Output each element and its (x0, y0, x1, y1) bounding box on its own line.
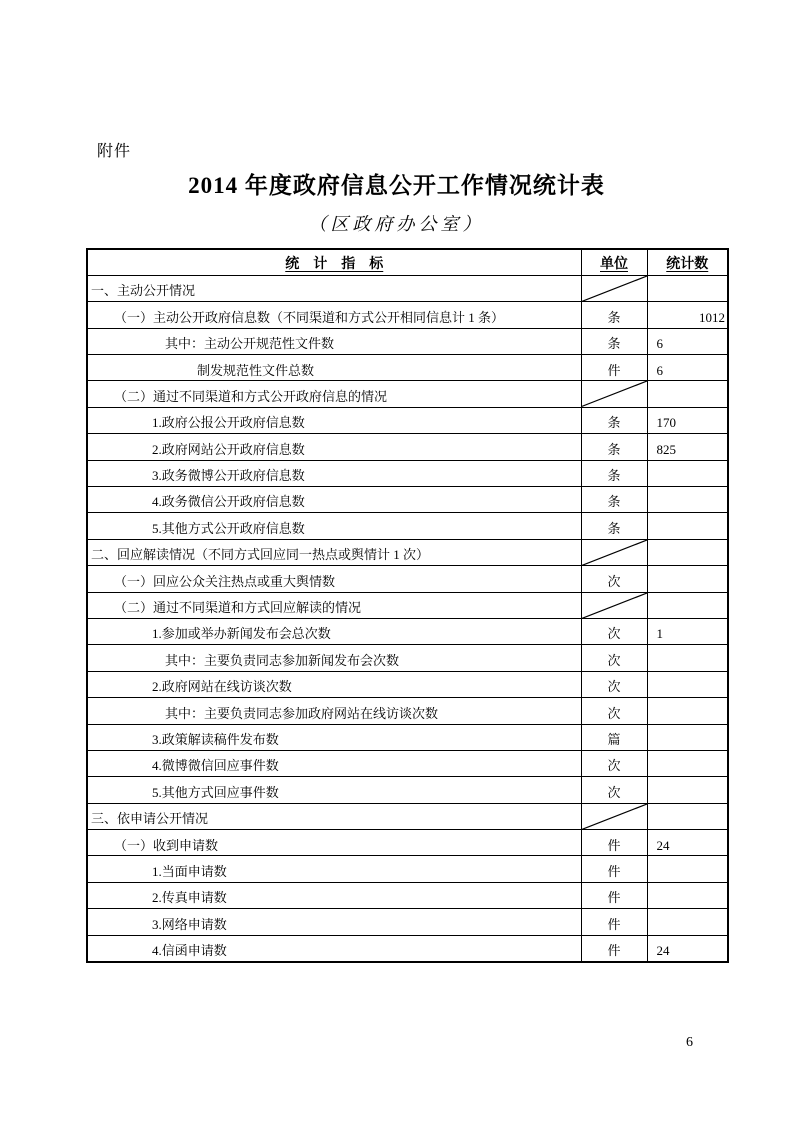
indicator-cell: 3.网络申请数 (87, 909, 581, 935)
indicator-cell: 4.政务微信公开政府信息数 (87, 487, 581, 513)
indicator-cell: 5.其他方式回应事件数 (87, 777, 581, 803)
count-cell (647, 777, 728, 803)
unit-cell: 条 (581, 302, 647, 328)
count-column-header: 统计数 (647, 249, 728, 275)
table-row (87, 935, 728, 961)
count-cell: 825 (647, 434, 728, 460)
unit-cell: 件 (581, 856, 647, 882)
table-row (87, 275, 728, 301)
indicator-cell: 2.政府网站在线访谈次数 (87, 671, 581, 697)
count-cell (647, 513, 728, 539)
unit-cell: 件 (581, 935, 647, 961)
indicator-cell: 制发规范性文件总数 (87, 355, 581, 381)
page-number: 6 (686, 1035, 693, 1050)
count-cell (647, 592, 728, 618)
unit-cell: 件 (581, 882, 647, 908)
indicator-cell: （二）通过不同渠道和方式回应解读的情况 (87, 592, 581, 618)
table-row (87, 487, 728, 513)
indicator-cell: （一）主动公开政府信息数（不同渠道和方式公开相同信息计 1 条） (87, 302, 581, 328)
indicator-cell: 二、回应解读情况（不同方式回应同一热点或舆情计 1 次） (87, 539, 581, 565)
header-row (87, 249, 728, 275)
unit-cell: 条 (581, 487, 647, 513)
indicator-cell: 2.传真申请数 (87, 882, 581, 908)
count-cell (647, 645, 728, 671)
table-row (87, 302, 728, 328)
page-title: 2014 年度政府信息公开工作情况统计表 (188, 173, 605, 198)
count-cell (647, 909, 728, 935)
unit-cell: 次 (581, 618, 647, 644)
statistics-table-body (87, 275, 728, 961)
indicator-cell: 3.政策解读稿件发布数 (87, 724, 581, 750)
table-row (87, 513, 728, 539)
table-row (87, 566, 728, 592)
count-cell (647, 566, 728, 592)
unit-cell: 件 (581, 909, 647, 935)
count-cell (647, 460, 728, 486)
table-row (87, 803, 728, 829)
table-row (87, 328, 728, 354)
unit-column-header: 单位 (581, 249, 647, 275)
table-row (87, 407, 728, 433)
table-row (87, 830, 728, 856)
unit-cell: 条 (581, 460, 647, 486)
indicator-cell: 5.其他方式公开政府信息数 (87, 513, 581, 539)
indicator-cell: 其中：主要负责同志参加政府网站在线访谈次数 (87, 698, 581, 724)
unit-cell: 条 (581, 434, 647, 460)
indicator-cell: 一、主动公开情况 (87, 275, 581, 301)
table-row (87, 777, 728, 803)
count-cell (647, 381, 728, 407)
diagonal-slash-icon (582, 276, 647, 301)
count-cell (647, 671, 728, 697)
count-cell (647, 750, 728, 776)
count-cell (647, 539, 728, 565)
count-cell: 24 (647, 830, 728, 856)
table-row (87, 671, 728, 697)
table-row (87, 434, 728, 460)
unit-cell: 条 (581, 513, 647, 539)
table-row (87, 724, 728, 750)
unit-cell: 条 (581, 328, 647, 354)
indicator-cell: 4.信函申请数 (87, 935, 581, 961)
unit-cell: 次 (581, 698, 647, 724)
count-cell (647, 724, 728, 750)
diagonal-slash-icon (582, 804, 647, 829)
indicator-cell: 1.政府公报公开政府信息数 (87, 407, 581, 433)
count-cell: 24 (647, 935, 728, 961)
indicator-column-header: 统 计 指 标 (87, 249, 581, 275)
unit-cell: 次 (581, 566, 647, 592)
table-row (87, 460, 728, 486)
unit-cell: 次 (581, 750, 647, 776)
unit-cell: 次 (581, 645, 647, 671)
table-row (87, 539, 728, 565)
indicator-cell: 3.政务微博公开政府信息数 (87, 460, 581, 486)
table-row (87, 381, 728, 407)
diagonal-slash-icon (582, 593, 647, 618)
table-row (87, 592, 728, 618)
attachment-label: 附件 (97, 143, 132, 160)
indicator-cell: 2.政府网站公开政府信息数 (87, 434, 581, 460)
unit-cell-slashed (581, 381, 647, 407)
unit-cell-slashed (581, 539, 647, 565)
table-row (87, 750, 728, 776)
indicator-cell: （一）收到申请数 (87, 830, 581, 856)
page-subtitle: （区政府办公室） (308, 214, 485, 234)
unit-cell: 件 (581, 830, 647, 856)
indicator-cell: 4.微博微信回应事件数 (87, 750, 581, 776)
indicator-cell: 1.当面申请数 (87, 856, 581, 882)
indicator-cell: 1.参加或举办新闻发布会总次数 (87, 618, 581, 644)
indicator-cell: 其中：主动公开规范性文件数 (87, 328, 581, 354)
indicator-cell: （二）通过不同渠道和方式公开政府信息的情况 (87, 381, 581, 407)
unit-cell: 件 (581, 355, 647, 381)
unit-cell-slashed (581, 803, 647, 829)
table-row (87, 698, 728, 724)
count-cell: 6 (647, 328, 728, 354)
table-row (87, 355, 728, 381)
count-cell (647, 882, 728, 908)
diagonal-slash-icon (582, 381, 647, 406)
count-cell (647, 487, 728, 513)
statistics-table (86, 248, 729, 963)
unit-cell-slashed (581, 592, 647, 618)
count-cell: 1 (647, 618, 728, 644)
unit-cell: 次 (581, 777, 647, 803)
count-cell (647, 803, 728, 829)
count-cell (647, 856, 728, 882)
count-cell (647, 698, 728, 724)
table-row (87, 882, 728, 908)
table-row (87, 856, 728, 882)
count-cell: 1012 (647, 302, 728, 328)
unit-cell: 次 (581, 671, 647, 697)
diagonal-slash-icon (582, 540, 647, 565)
table-row (87, 909, 728, 935)
statistics-table-header (87, 249, 728, 275)
indicator-cell: 其中：主要负责同志参加新闻发布会次数 (87, 645, 581, 671)
table-row (87, 645, 728, 671)
count-cell: 6 (647, 355, 728, 381)
unit-cell-slashed (581, 275, 647, 301)
unit-cell: 条 (581, 407, 647, 433)
indicator-cell: 三、依申请公开情况 (87, 803, 581, 829)
count-cell: 170 (647, 407, 728, 433)
unit-cell: 篇 (581, 724, 647, 750)
indicator-cell: （一）回应公众关注热点或重大舆情数 (87, 566, 581, 592)
table-row (87, 618, 728, 644)
count-cell (647, 275, 728, 301)
